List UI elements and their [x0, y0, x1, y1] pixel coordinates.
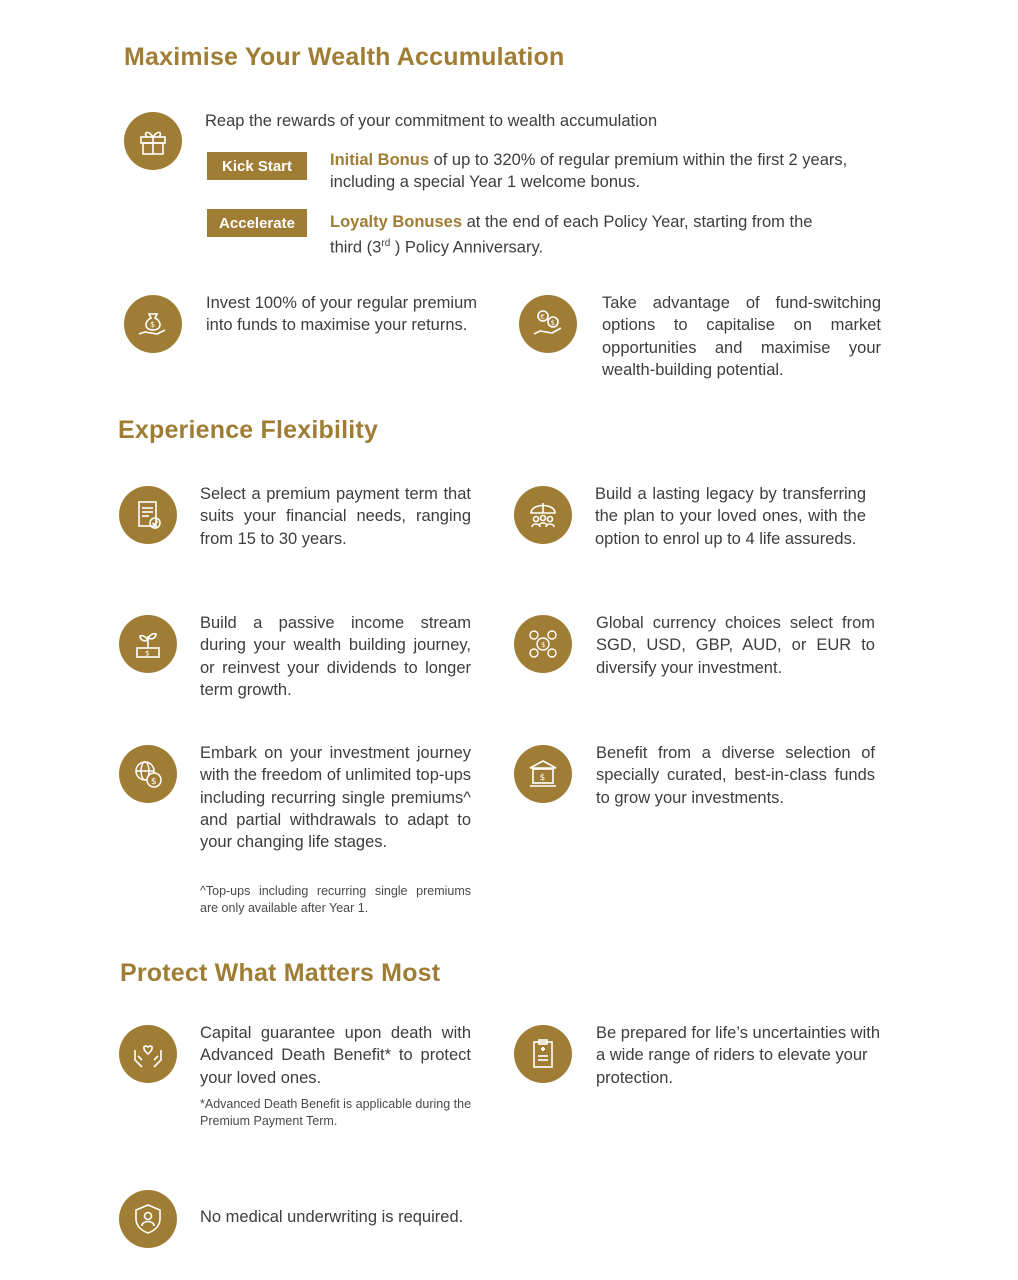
- income-text: Build a passive income stream during your wealth building journey, or reinvest your dividends to longer term growth.: [200, 614, 471, 699]
- shield-person-icon: [119, 1190, 177, 1248]
- accelerate-tag: Accelerate: [207, 209, 307, 237]
- legacy-text: Build a lasting legacy by transferring the plan to your loved ones, with the option to enrol up to 4 life assureds.: [595, 485, 866, 548]
- plant-growth-icon: [119, 615, 177, 673]
- currency-exchange-hand-icon: [519, 295, 577, 353]
- global-currency-icon: [514, 615, 572, 673]
- money-bag-hand-icon: [124, 295, 182, 353]
- medical-text: No medical underwriting is required.: [200, 1208, 464, 1226]
- umbrella-family-icon: [514, 486, 572, 544]
- initial-bonus-keyword: Initial Bonus: [330, 151, 429, 169]
- svg-text:$: $: [541, 641, 546, 649]
- svg-text:$: $: [550, 319, 555, 327]
- svg-text:$: $: [539, 773, 546, 783]
- kick-start-tag: Kick Start: [207, 152, 307, 180]
- svg-text:$: $: [145, 649, 150, 658]
- invest-text: Invest 100% of your regular premium into funds to maximise your returns.: [206, 294, 477, 335]
- medical-clipboard-icon: [514, 1025, 572, 1083]
- funds-text: Benefit from a diverse selection of specially curated, best-in-class funds to grow your investments.: [596, 744, 875, 807]
- kick-start-text: Initial Bonus of up to 320% of regular premium within the first 2 years, including a special Year 1 welcome bonus.: [330, 151, 848, 192]
- topups-footnote: ^Top-ups including recurring single premiums are only available after Year 1.: [200, 884, 471, 915]
- globe-dollar-icon: [119, 745, 177, 803]
- wealth-intro: Reap the rewards of your commitment to wealth accumulation: [205, 112, 658, 130]
- svg-text:$: $: [150, 320, 156, 329]
- gift-icon: [124, 112, 182, 170]
- section-title-protect: Protect What Matters Most: [120, 959, 441, 987]
- section-title-flexibility: Experience Flexibility: [118, 416, 379, 444]
- section-title-wealth: Maximise Your Wealth Accumulation: [124, 43, 565, 71]
- riders-text: Be prepared for life’s uncertainties with a wide range of riders to elevate your protection.: [596, 1024, 881, 1087]
- document-check-icon: [119, 486, 177, 544]
- switch-text: Take advantage of fund-switching options to capitalise on market opportunities and maximise your wealth-building potential.: [602, 294, 881, 379]
- heart-hands-icon: [119, 1025, 177, 1083]
- capital-text: Capital guarantee upon death with Advanced Death Benefit* to protect your loved ones.: [200, 1024, 471, 1087]
- loyalty-bonuses-keyword: Loyalty Bonuses: [330, 213, 463, 231]
- accelerate-text: Loyalty Bonuses at the end of each Policy Year, starting from the third (3rd ) Policy Anniversary.: [330, 213, 813, 257]
- svg-text:€: €: [540, 313, 545, 321]
- topups-text: Embark on your investment journey with the freedom of unlimited top-ups including recurring single premiums^ and partial withdrawals to adapt to your changing life stages.: [200, 744, 471, 852]
- bank-building-icon: [514, 745, 572, 803]
- currency-text: Global currency choices select from SGD, USD, GBP, AUD, or EUR to diversify your investment.: [596, 614, 875, 677]
- capital-footnote: *Advanced Death Benefit is applicable during the Premium Payment Term.: [200, 1097, 472, 1128]
- term-text: Select a premium payment term that suits your financial needs, ranging from 15 to 30 years.: [200, 485, 471, 548]
- svg-text:$: $: [151, 777, 157, 787]
